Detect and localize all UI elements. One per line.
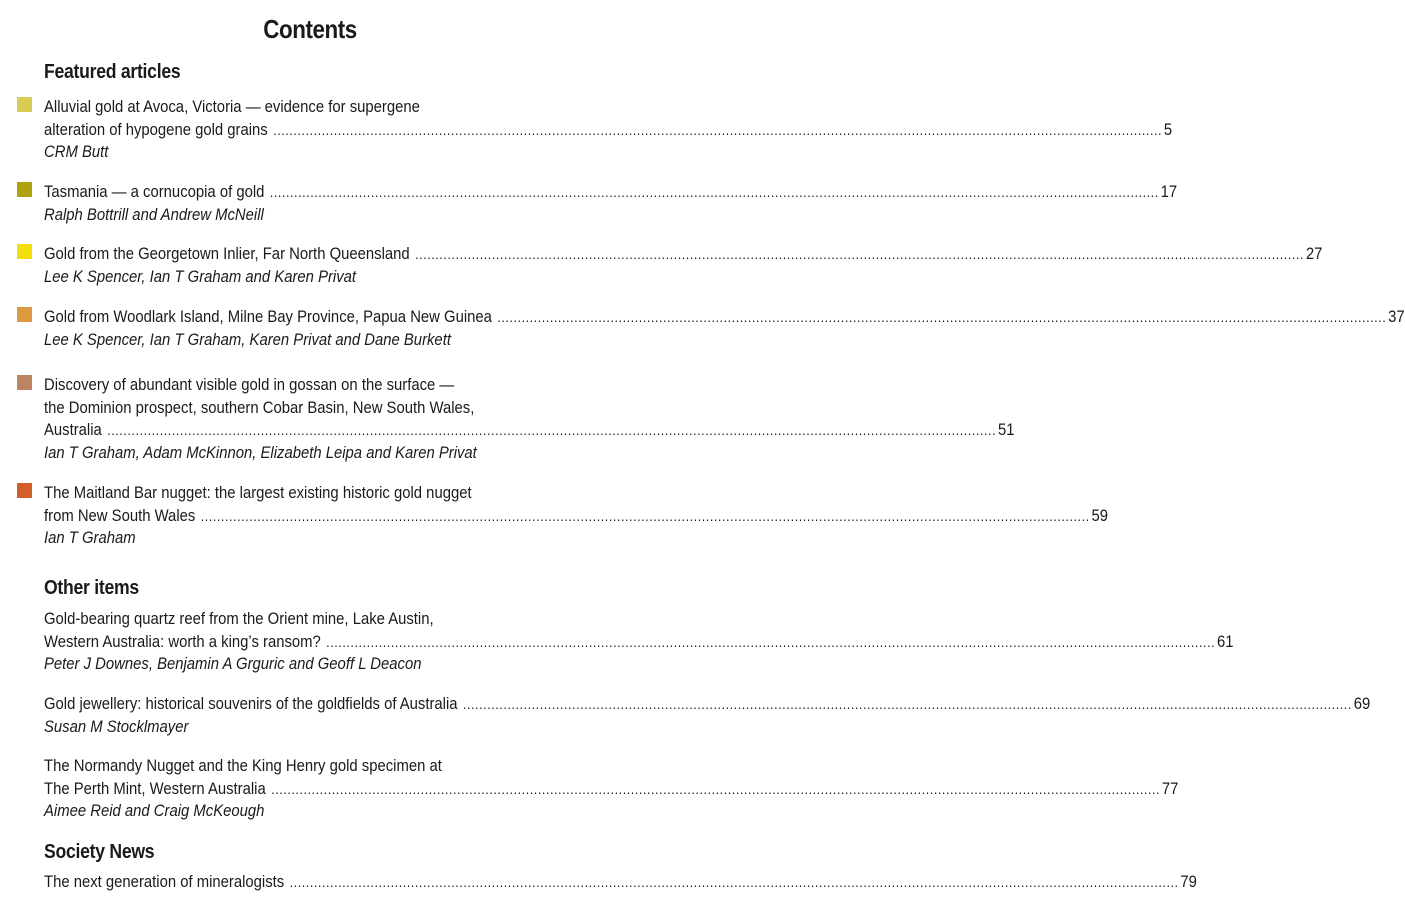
entry-title-last-line — [44, 505, 1108, 528]
page-number: 69 — [1353, 695, 1371, 713]
entry-authors: Lee K Spencer, Ian T Graham, Karen Privat and Dane Burkett — [44, 330, 451, 349]
entry-authors: CRM Butt — [44, 143, 109, 161]
dot-leader: ............................................................................................................................................................................................................................ — [273, 121, 1163, 138]
color-swatch — [17, 244, 32, 259]
entry-title-text: The Normandy Nugget and the King Henry gold specimen at — [44, 757, 442, 775]
dot-leader: ............................................................................................................................................................................................................................ — [271, 780, 1161, 797]
entry-title-text: Australia — [44, 421, 102, 439]
toc-entry[interactable] — [44, 96, 1173, 164]
entry-title-last-line — [44, 243, 1323, 266]
entry-title-text: from New South Wales — [44, 506, 196, 525]
dot-leader: ............................................................................................................................................................................................................................ — [462, 696, 1352, 712]
page-number: 51 — [997, 421, 1015, 439]
page-number: 61 — [1216, 632, 1234, 651]
page-number: 27 — [1305, 245, 1323, 263]
entry-title-line — [44, 482, 589, 505]
toc-entry[interactable] — [44, 181, 1178, 226]
entry-title-last-line — [44, 693, 1371, 716]
dot-leader: ............................................................................................................................................................................................................................ — [497, 309, 1387, 325]
entry-title-text: Gold from Woodlark Island, Milne Bay Province, Papua New Guinea — [44, 308, 492, 326]
toc-entry[interactable] — [44, 243, 1323, 288]
page-number: 17 — [1160, 183, 1178, 201]
page-number: 37 — [1388, 308, 1405, 326]
color-swatch — [17, 182, 32, 197]
entry-title-text: alteration of hypogene gold grains — [44, 120, 268, 139]
section-heading-other: Other items — [44, 577, 139, 599]
page-number: 5 — [1163, 120, 1173, 139]
color-swatch — [17, 97, 32, 112]
entry-title-line — [44, 96, 589, 119]
entry-title-text: The next generation of mineralogists — [44, 873, 285, 891]
page-number: 77 — [1161, 779, 1179, 798]
page-number: 79 — [1180, 873, 1197, 891]
entry-authors: Susan M Stocklmayer — [44, 717, 189, 736]
entry-title-last-line — [44, 306, 1405, 329]
entry-title-last-line — [44, 419, 1015, 442]
entry-title-line — [44, 397, 589, 420]
entry-title-last-line — [44, 778, 1179, 801]
entry-title-text: Gold-bearing quartz reef from the Orient mine, Lake Austin, — [44, 610, 434, 628]
entry-title-text: Tasmania — a cornucopia of gold — [44, 183, 265, 201]
toc-entry[interactable] — [44, 755, 1179, 823]
entry-title-text: the Dominion prospect, southern Cobar Basin, New South Wales, — [44, 398, 475, 417]
color-swatch — [17, 307, 32, 322]
toc-entry[interactable] — [44, 871, 1197, 894]
entry-title-last-line — [44, 631, 1234, 654]
entry-title-line — [44, 608, 589, 631]
entry-title-text: The Maitland Bar nugget: the largest existing historic gold nugget — [44, 484, 472, 502]
entry-authors: Aimee Reid and Craig McKeough — [44, 802, 265, 820]
entry-title-text: Discovery of abundant visible gold in gossan on the surface — — [44, 376, 455, 394]
entry-title-line — [44, 374, 589, 397]
section-heading-society: Society News — [44, 841, 155, 863]
dot-leader: ............................................................................................................................................................................................................................ — [269, 184, 1159, 200]
entry-title-text: Alluvial gold at Avoca, Victoria — evidence for supergene — [44, 98, 420, 116]
dot-leader: ............................................................................................................................................................................................................................ — [289, 874, 1179, 890]
color-swatch — [17, 375, 32, 390]
dot-leader: ............................................................................................................................................................................................................................ — [107, 422, 997, 438]
toc-entry[interactable] — [44, 482, 1108, 550]
entry-authors: Ralph Bottrill and Andrew McNeill — [44, 205, 264, 224]
dot-leader: ............................................................................................................................................................................................................................ — [326, 633, 1216, 650]
toc-entry[interactable] — [44, 374, 1015, 464]
section-heading-featured: Featured articles — [44, 61, 181, 83]
entry-title-text: Gold from the Georgetown Inlier, Far North Queensland — [44, 245, 410, 263]
entry-title-last-line — [44, 181, 1178, 204]
page-title: Contents — [263, 14, 357, 44]
entry-authors: Peter J Downes, Benjamin A Grguric and Geoff L Deacon — [44, 655, 422, 673]
entry-authors: Ian T Graham, Adam McKinnon, Elizabeth Leipa and Karen Privat — [44, 443, 477, 462]
entry-title-last-line — [44, 119, 1173, 142]
toc-entry[interactable] — [44, 608, 1234, 676]
dot-leader: ............................................................................................................................................................................................................................ — [200, 507, 1090, 524]
toc-entry[interactable] — [44, 306, 1405, 351]
entry-title-text: Gold jewellery: historical souvenirs of the goldfields of Australia — [44, 695, 458, 713]
entry-authors: Ian T Graham — [44, 529, 136, 547]
entry-title-last-line — [44, 871, 1197, 894]
entry-title-text: Western Australia: worth a king’s ransom? — [44, 632, 321, 651]
toc-entry[interactable] — [44, 693, 1371, 738]
entry-title-line — [44, 755, 589, 778]
entry-title-text: The Perth Mint, Western Australia — [44, 779, 266, 798]
entry-authors: Lee K Spencer, Ian T Graham and Karen Privat — [44, 267, 357, 286]
page-number: 59 — [1091, 506, 1108, 525]
dot-leader: ............................................................................................................................................................................................................................ — [415, 246, 1305, 262]
color-swatch — [17, 483, 32, 498]
